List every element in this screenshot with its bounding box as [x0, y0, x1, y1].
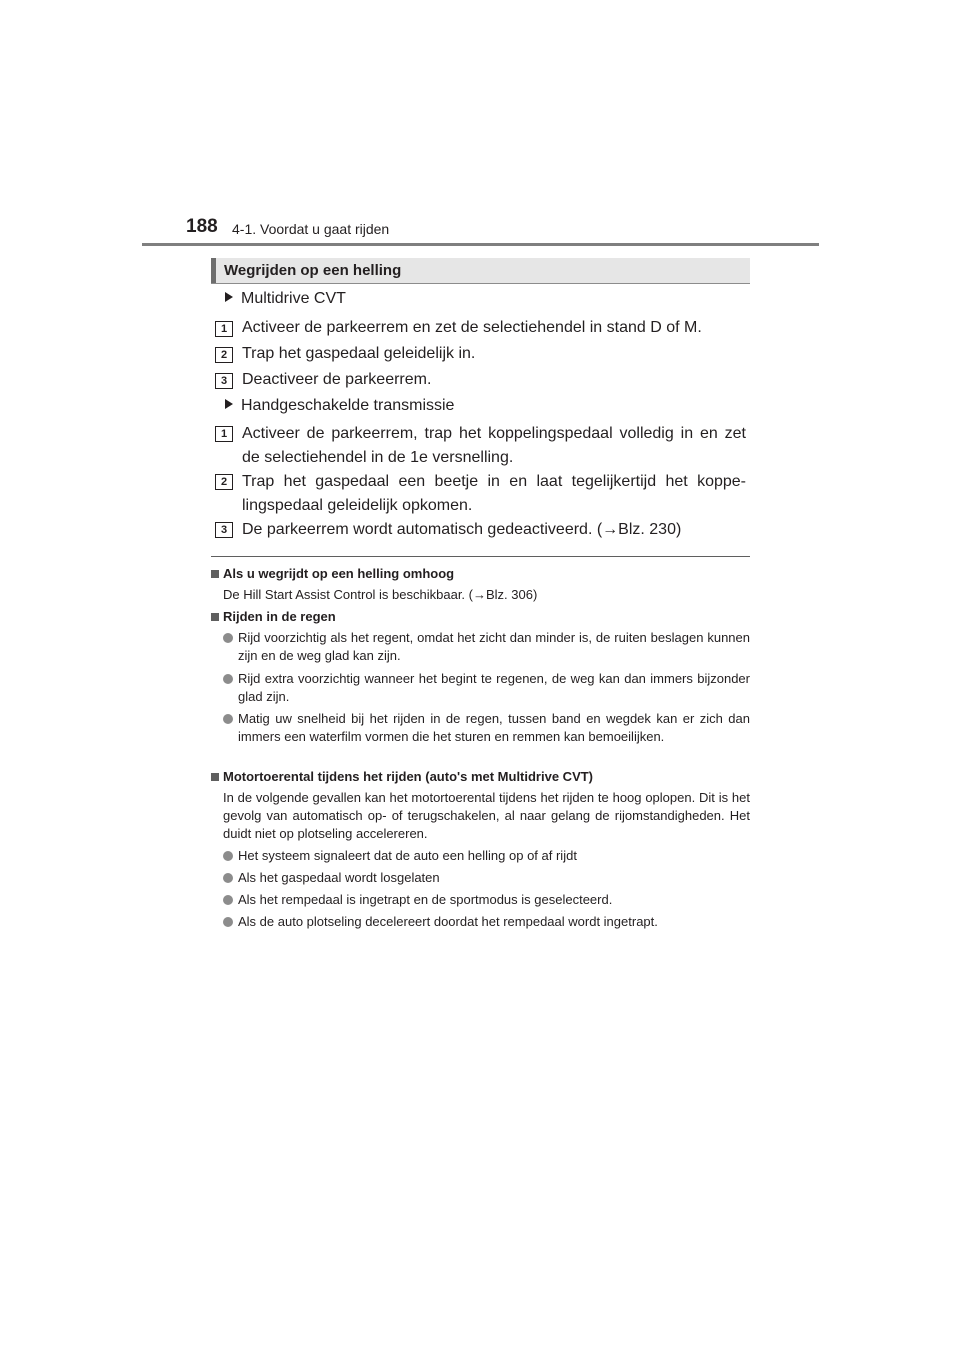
list-item	[223, 847, 750, 865]
step-number-box: 3	[215, 522, 233, 538]
list-item-text: Als het gaspedaal wordt losgelaten	[238, 870, 440, 885]
bullet-dot-icon	[223, 674, 233, 684]
list-item	[223, 670, 750, 706]
section-divider	[211, 556, 750, 557]
manual-heading	[225, 397, 454, 415]
manual-step-2: Trap het gaspedaal een beetje in en laat tegelijkertijd het koppe-lingspedaal geleidelijk opkomen.	[242, 473, 746, 514]
list-item	[223, 913, 750, 931]
manual-step-1: Activeer de parkeerrem, trap het koppelingspedaal volledig in en zet de selectiehendel in de 1e versnelling.	[242, 425, 746, 466]
note-text: De Hill Start Assist Control is beschikbaar. (→Blz. 306)	[223, 587, 538, 602]
list-item	[223, 629, 750, 665]
list-item-text: Als de auto plotseling decelereert doordat het rempedaal wordt ingetrapt.	[238, 914, 658, 929]
list-item-text: Rijd voorzichtig als het regent, omdat het zicht dan minder is, de ruiten beslagen kunnen zijn en de weg glad kan zijn.	[238, 630, 750, 663]
list-item	[223, 869, 750, 887]
triangle-arrow-icon	[225, 292, 233, 302]
cvt-step-2: Trap het gaspedaal geleidelijk in.	[242, 345, 476, 362]
step-number-box: 1	[215, 426, 233, 442]
note-title: Rijden in de regen	[223, 609, 336, 624]
square-bullet-icon	[211, 773, 219, 781]
step-number-box: 2	[215, 347, 233, 363]
list-item-text: Rijd extra voorzichtig wanneer het begint te regenen, de weg kan dan immers bijzonder glad zijn.	[238, 671, 750, 704]
bullet-dot-icon	[223, 633, 233, 643]
bullet-dot-icon	[223, 895, 233, 905]
section-title: Wegrijden op een helling	[224, 262, 402, 279]
square-bullet-icon	[211, 613, 219, 621]
note-heading-rpm	[211, 769, 593, 784]
list-item-text: Het systeem signaleert dat de auto een helling op of af rijdt	[238, 848, 577, 863]
bullet-dot-icon	[223, 851, 233, 861]
bullet-dot-icon	[223, 714, 233, 724]
list-item	[223, 710, 750, 746]
step-number-box: 3	[215, 373, 233, 389]
note-text: In de volgende gevallen kan het motortoerental tijdens het rijden te hoog oplopen. Dit is het gevolg van automatisch op- of terugschakelen, al naar gelang de rijomstandigheden. Het duidt niet op plotseling accelereren.	[223, 790, 750, 841]
note-heading-rain	[211, 609, 336, 624]
square-bullet-icon	[211, 570, 219, 578]
step-number-box: 2	[215, 474, 233, 490]
triangle-arrow-icon	[225, 399, 233, 409]
chapter-title: 4-1. Voordat u gaat rijden	[232, 221, 390, 237]
list-item	[223, 891, 750, 909]
header-rule	[142, 243, 819, 246]
list-item-text: Als het rempedaal is ingetrapt en de sportmodus is geselecteerd.	[238, 892, 613, 907]
cvt-step-3: Deactiveer de parkeerrem.	[242, 371, 432, 388]
manual-step-3: De parkeerrem wordt automatisch gedeactiveerd. (→Blz. 230)	[242, 521, 682, 538]
note-title: Als u wegrijdt op een helling omhoog	[223, 566, 455, 581]
page-number: 188	[186, 216, 218, 237]
cvt-heading-label: Multidrive CVT	[241, 290, 346, 307]
bullet-dot-icon	[223, 917, 233, 927]
note-heading-uphill	[211, 566, 454, 581]
manual-heading-label: Handgeschakelde transmissie	[241, 397, 455, 414]
section-title-bar	[211, 258, 750, 284]
list-item-text: Matig uw snelheid bij het rijden in de regen, tussen band en wegdek kan er zich dan immers een waterfilm vormen die het sturen en remmen kan bemoeilijken.	[238, 711, 750, 744]
cvt-heading	[225, 290, 346, 308]
section-accent	[211, 258, 216, 283]
bullet-dot-icon	[223, 873, 233, 883]
step-number-box: 1	[215, 321, 233, 337]
note-title: Motortoerental tijdens het rijden (auto's met Multidrive CVT)	[223, 769, 594, 784]
cvt-step-1: Activeer de parkeerrem en zet de selectiehendel in stand D of M.	[242, 319, 702, 336]
